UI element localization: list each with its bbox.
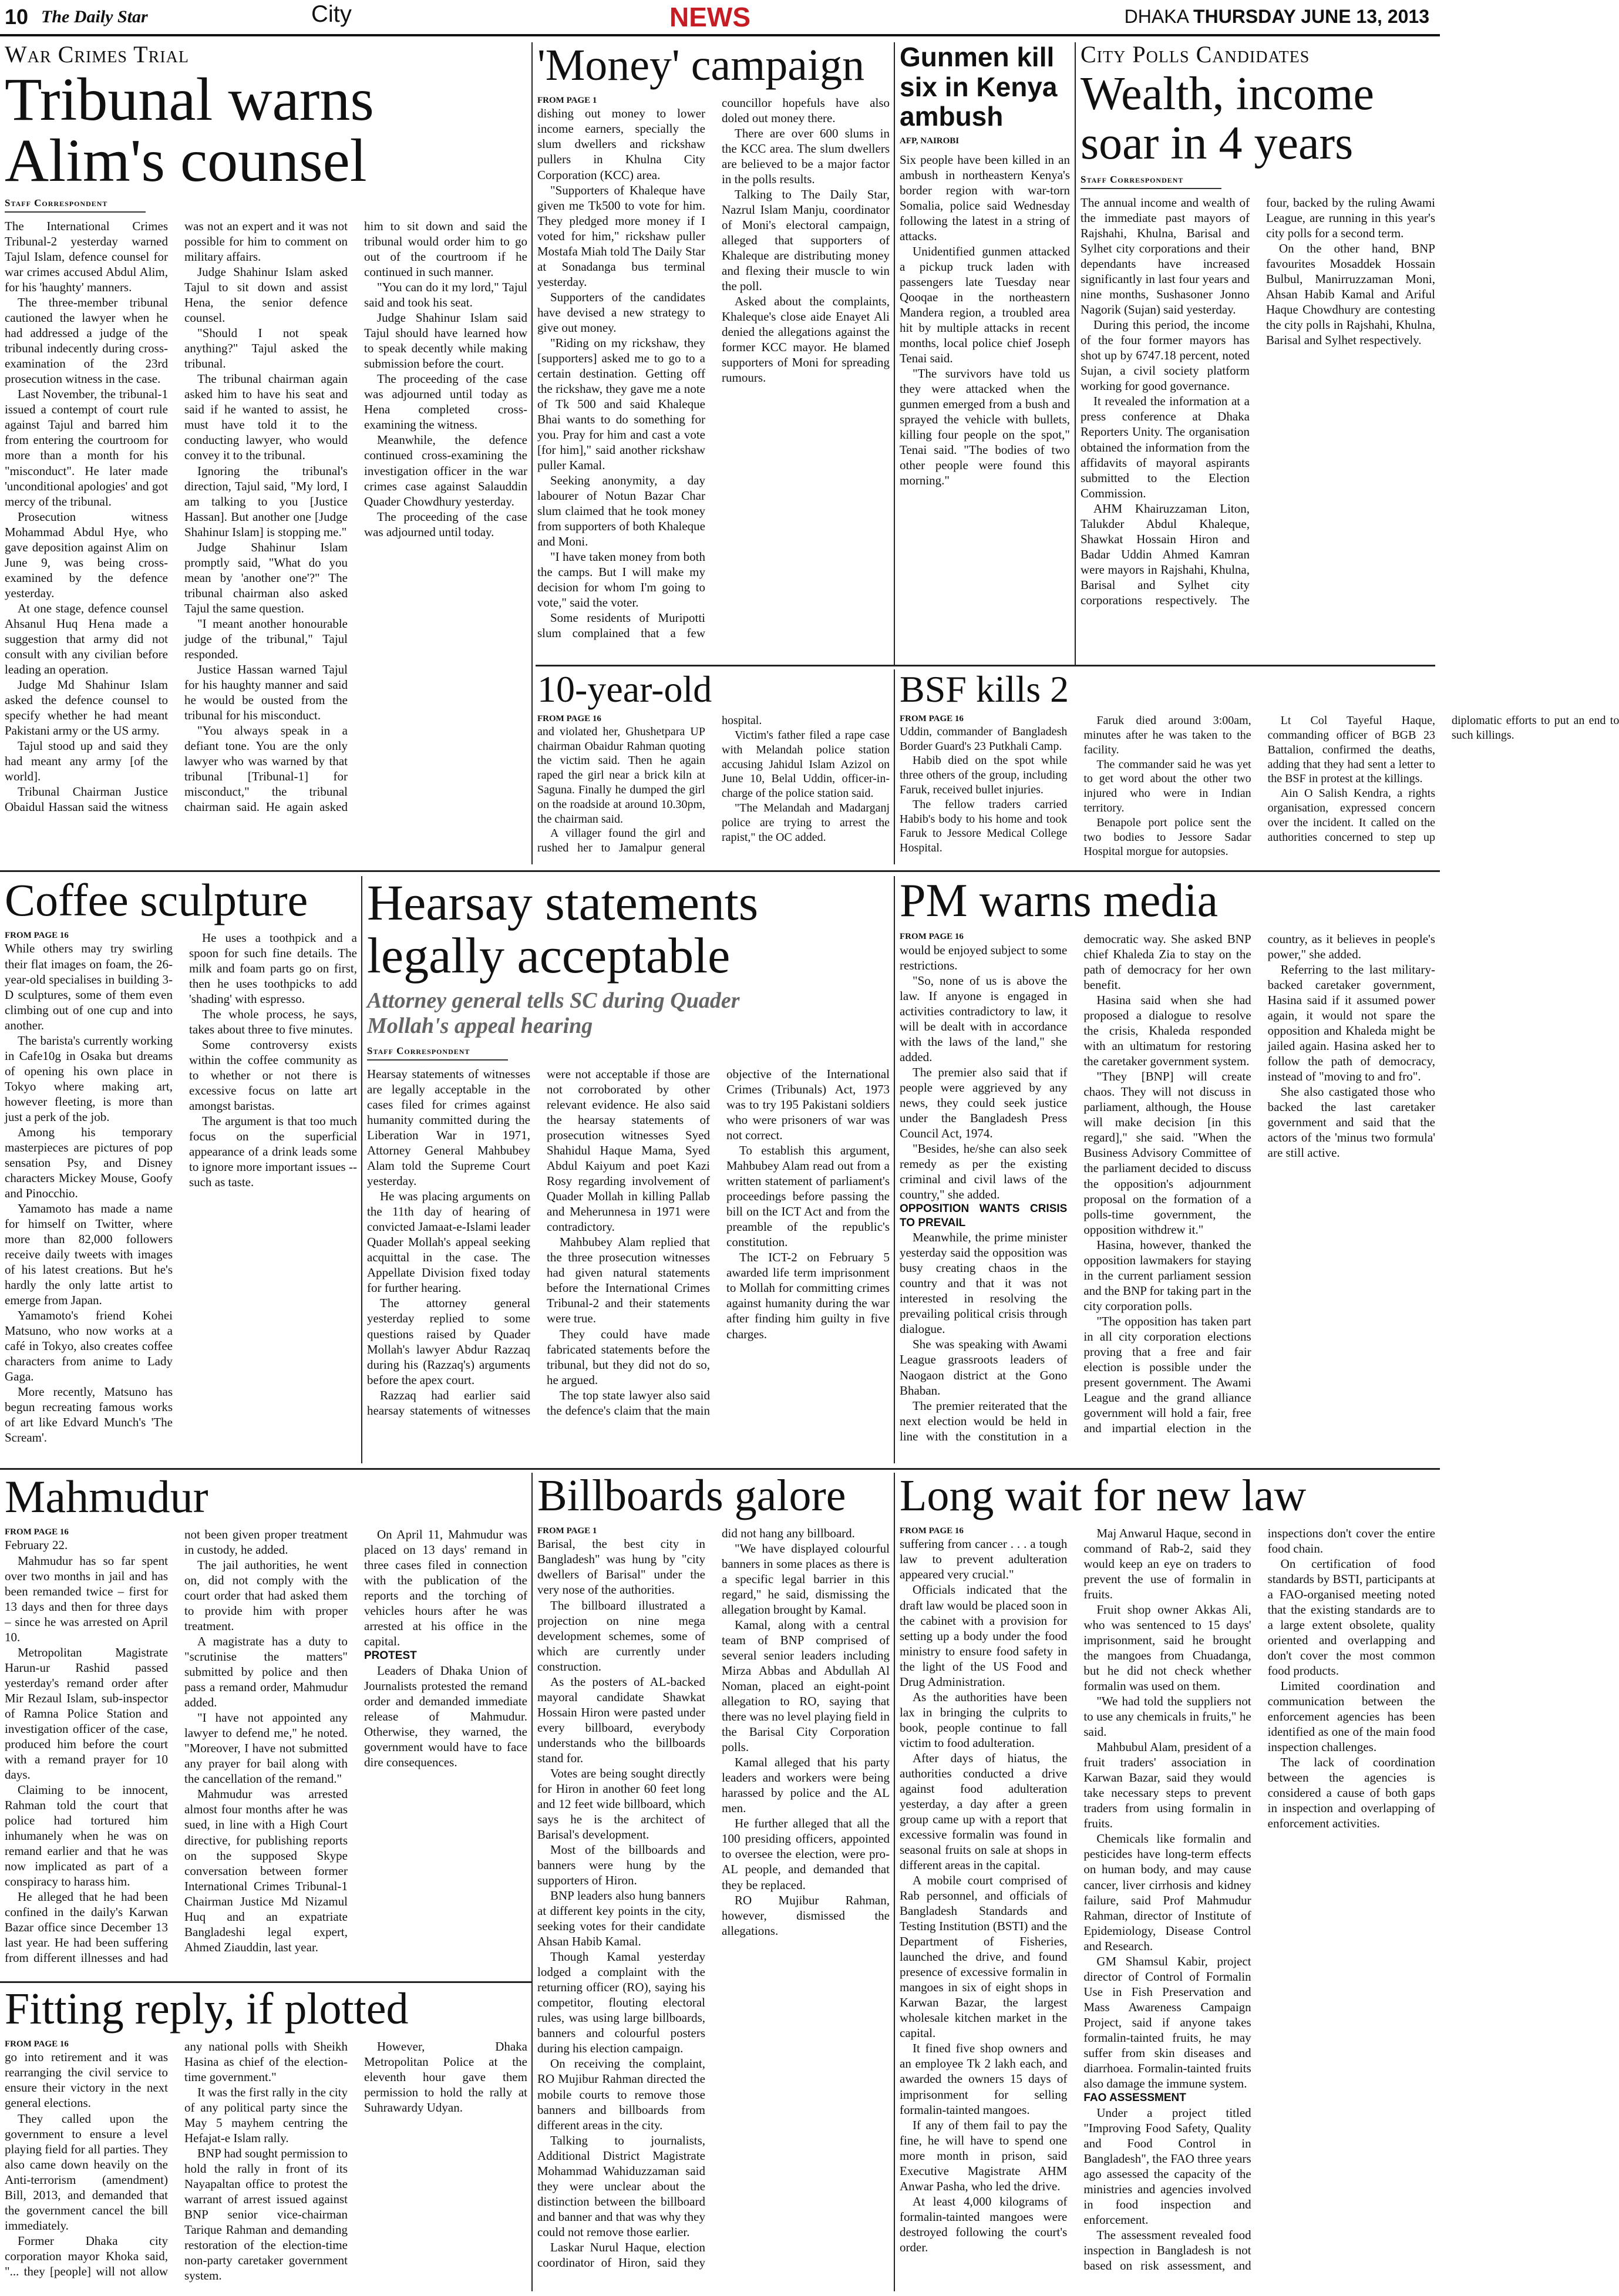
paragraph: Razzaq had earlier said hearsay statements of witnesses were not acceptable if those are not corroborated by other relevant evidence. He also said the hearsay statements of prosecution witnesses Syed Shahidul Haque Mama, Syed Abdul Kaiyum and poet Kazi Rosy regarding involvement of Quader Mollah in killing Pallab and Meherunnesa in 1971 were contradictory. — [367, 1066, 710, 1418]
column-rule — [1075, 42, 1076, 665]
paragraph: Leaders of Dhaka Union of Journalists protested the remand order and demanded immediate release of Mahmudur. Otherwise, they warned, the government would have to face dire consequences. — [364, 1663, 527, 1769]
paragraph: Metropolitan Magistrate Harun-ur Rashid passed yesterday's remand order after Mir Rezaul Islam, sub-inspector of Ramna Police Station and investigation officer of the case, produced him before the court with a remand prayer for 10 days. — [5, 1645, 168, 1782]
paragraph: The attorney general yesterday replied to some questions raised by Quader Mollah's lawyer Abdur Razzaq during his (Razzaq's) arguments before the apex court. — [367, 1296, 530, 1387]
column-rule — [531, 42, 533, 864]
paragraph: As the authorities have been lax in bringing the culprits to book, people continue to fall victim to food adulteration. — [900, 1689, 1068, 1750]
article-body — [5, 218, 527, 829]
jump-from: FROM PAGE 16 — [900, 714, 964, 724]
paragraph: Hearsay statements of witnesses are legally acceptable in the cases filed for crimes against humanity committed during the Liberation War in 1971, Attorney General Mahbubey Alam told the Supreme Court yesterday. — [367, 1066, 530, 1189]
article-byline: Staff Correspondent — [367, 1045, 508, 1061]
paragraph: The assessment revealed food inspection in Bangladesh is not based on risk assessment, and inspections don't cover the entire food chain. — [1083, 1526, 1435, 2273]
section-label: NEWS — [669, 2, 750, 32]
paragraph: Unidentified gunmen attacked a pickup truck laden with passengers late Tuesday near Qooqae in the northeastern Mandera region, a troubled area hit by multiple attacks in recent months, local police chief Joseph Tenai said. — [900, 244, 1070, 366]
paragraph: "Supporters of Khaleque have given me Tk500 to vote for him. They pledged more money if I voted for him," rickshaw puller Mostafa Miah told The Daily Star at Sonadanga bus terminal yesterday. — [537, 183, 705, 289]
paragraph-group — [537, 1526, 890, 2283]
article-ten-year-old — [537, 669, 890, 864]
paragraph: The top state lawyer also said the defence's claim that the main objective of the International Crimes (Tribunals) Act, 1973 was to try 195 Pakistani soldiers who were prisoners of war was not correct. — [547, 1066, 890, 1418]
section-rule — [536, 665, 1435, 666]
article-headline: BSF kills 2 — [900, 668, 1069, 710]
article-headline: Fitting reply, if plotted — [5, 1984, 409, 2034]
paragraph: Kamal alleged that his party leaders and workers were being harassed by police and the AL men. — [722, 1755, 890, 1816]
page-number: 10 — [5, 5, 29, 29]
paragraph: The tribunal chairman again asked him to have his seat and said if he wanted to assist, he must have told it to the conducting lawyer, who would convey it to the tribunal. — [184, 372, 348, 463]
paragraph: Claiming to be innocent, Rahman told the court that police had tortured him inhumanely when he was on remand earlier and that he was now implicated as part of a conspiracy to harass him. — [5, 1782, 168, 1889]
article-headline: PM warns media — [900, 875, 1219, 927]
paragraph: The premier also said that if people were aggrieved by any news, they could seek justice under the Bangladesh Press Council Act, 1974. — [900, 1065, 1068, 1140]
paragraph: He alleged that he had been confined in the daily's Karwan Bazar office since December 13 last year. He had been suffering from different illnesses and had not been given proper treatment in custody, he added. — [5, 1527, 348, 1965]
paragraph: On the other hand, BNP favourites Mosaddek Hossain Bulbul, Manirruzzaman Moni, Ahsan Habib Kamal and Ariful Haque Chowdhury are contesting the city polls in Rajshahi, Khulna, Barisal and Sylhet respectively. — [1266, 241, 1435, 348]
subheading: PROTEST — [364, 1649, 417, 1662]
column-rule — [894, 42, 895, 665]
paragraph: Talking to The Daily Star, Nazrul Islam Manju, coordinator of Moni's electoral campaign, alleged that supporters of Khaleque are distributing money and flexing their muscle to win the poll. — [722, 187, 890, 294]
paragraph: February 22. — [5, 1538, 68, 1553]
paragraph: "We had told the suppliers not to use any chemicals in fruits," he said. — [1083, 1694, 1251, 1739]
article-money-campaign — [537, 42, 890, 665]
paragraph: Some residents of Muripotti slum complained that a few councillor hopefuls have also doled out money there. — [537, 95, 890, 641]
paragraph: While others may try swirling their flat images on foam, the 26-year-old specialises in building 3-D sculptures, some of them even climbing out of one cup and into another. — [5, 941, 173, 1032]
paragraph: Referring to the last military-backed caretaker government, Hasina said if it assumed power again, it would not spare the opposition and Khaleda might be jailed again. Hasina asked her to follow the path of democracy, instead of "moving to and fro". — [1267, 962, 1435, 1084]
paragraph: Mahmudur has so far spent over two months in jail and has been remanded twice – first for 13 days and then for three days – since he was arrested on April 10. — [5, 1553, 168, 1644]
paragraph: The proceeding of the case was adjourned until today. — [364, 509, 527, 539]
article-byline: Staff Correspondent — [1081, 174, 1221, 189]
paragraph: The premier reiterated that the next election would be held in line with the constitution in a democratic way. She asked BNP chief Khaleda Zia to stay on the path of democracy for her own benefit. — [900, 932, 1251, 1443]
paragraph: The ICT-2 on February 5 awarded life term imprisonment to Mollah for committing crimes against humanity during the war after finding him guilty in five charges. — [726, 1250, 890, 1341]
paragraph: A villager found the girl and rushed her to Jamalpur general hospital. — [537, 714, 762, 855]
article-headline: 10-year-old — [537, 668, 712, 710]
article-body — [900, 1526, 1435, 2283]
paragraph: BNP had sought permission to hold the rally in front of its Nayapaltan office to protest the warrant of arrest issued against BNP senior vice-chairman Tarique Rahman and demanding restoration of the election-time non-party caretaker government system. — [184, 2146, 348, 2283]
article-subhead: Attorney general tells SC during Quader Mollah's appeal hearing — [367, 988, 740, 1039]
article-headline: Billboards galore — [537, 1471, 846, 1520]
paragraph: "The survivors have told us they were attacked when the gunmen emerged from a bush and sprayed the vehicle with bullets, killing four people on the spot," Tenai said. "The bodies of two other people were found this morning." — [900, 366, 1070, 488]
article-body — [900, 931, 1435, 1448]
paragraph: Though Kamal yesterday lodged a complaint with the returning officer (RO), saying his competitor, flouting electoral rules, was using large billboards, banners and colourful posters during his election campaign. — [537, 1950, 705, 2056]
paragraph: Supporters of the candidates have devised a new strategy to give out money. — [537, 289, 705, 335]
article-body — [5, 2039, 527, 2285]
paragraph: Officials indicated that the draft law would be placed soon in the cabinet with a provision for setting up a body under the food ministry to ensure food safety in the light of the US Food and Drug Administration. — [900, 1583, 1068, 1689]
article-billboards-galore — [537, 1473, 890, 2291]
paragraph: "Riding on my rickshaw, they [supporters] asked me to go to a certain destination. Getting off the rickshaw, they gave me a note of Tk 500 and said Khaleque Bhai wants to do something for you. Pray for him and cast a vote [for him]," said another rickshaw puller Kamal. — [537, 335, 705, 473]
article-mahmudur — [5, 1473, 527, 1978]
paragraph: On receiving the complaint, RO Mujibur Rahman directed the mobile courts to remove those banners and billboards from different areas in the city. — [537, 2056, 705, 2132]
article-body — [537, 1526, 890, 2283]
paragraph: BNP leaders also hung banners at different key points in the city, seeking votes for their candidate Ahsan Habib Kamal. — [537, 1888, 705, 1949]
paragraph: dishing out money to lower income earners, specially the slum dwellers and rickshaw pullers in Khulna City Corporation (KCC) area. — [537, 106, 705, 182]
paragraph: Some controversy exists within the coffee community as to whether or not there is excessive focus on latte art amongst baristas. — [189, 1038, 357, 1113]
paragraph: Ain O Salish Kendra, a rights organisation, expressed concern over the incident. It called on the authorities concerned to step up diplomatic efforts to put an end to such killings. — [1267, 714, 1619, 844]
paragraph: It was the first rally in the city of any political party since the May 5 mayhem centring the Hefajat-e Islam rally. — [184, 2085, 348, 2145]
paragraph: RO Mujibur Rahman, however, dismissed the allegations. — [722, 1893, 890, 1938]
paragraph: Tribunal Chairman Justice Obaidul Hassan said the witness was not an expert and it was not possible for him to comment on military affairs. — [5, 219, 348, 814]
paragraph: If any of them fail to pay the fine, he will have to spend one more month in prison, said Executive Magistrate AHM Anwar Pasha, who led the drive. — [900, 2117, 1068, 2193]
paragraph: Judge Md Shahinur Islam asked the defence counsel to specify whether he had meant Pakistani army or the US army. — [5, 677, 168, 738]
paragraph: Mahbubey Alam replied that the three prosecution witnesses had given natural statements before the International Crimes Tribunal-2 and their statements were true. — [547, 1235, 710, 1326]
article-kenya-ambush — [900, 42, 1070, 665]
paragraph: Habib died on the spot while three others of the group, including Faruk, received bullet injuries. — [900, 754, 1068, 796]
jump-from: FROM PAGE 16 — [5, 2039, 69, 2049]
paragraph: The jail authorities, he went on, did not comply with the court order that had asked them to provide him with proper treatment. — [184, 1557, 348, 1634]
paragraph: The commander said he was yet to get word about the other two injured who were in Indian territory. — [1083, 758, 1251, 814]
article-headline: Mahmudur — [5, 1471, 208, 1522]
section-rule — [0, 870, 1440, 872]
paragraph: "Should I not speak anything?" Tajul asked the tribunal. — [184, 326, 348, 371]
article-headline: Coffee sculpture — [5, 874, 308, 925]
paragraph: Uddin, commander of Bangladesh Border Guard's 23 Putkhali Camp. — [900, 725, 1068, 753]
paragraph: He uses a toothpick and a spoon for such fine details. The milk and foam parts go on first, then he uses toothpicks to add 'shading' with espresso. — [189, 930, 357, 1006]
paragraph: "The Melandah and Madarganj police are trying to arrest the rapist," the OC added. — [722, 801, 890, 844]
paragraph: Limited coordination and communication between the enforcement agencies has been identified as one of the main food inspection challenges. — [1267, 1679, 1435, 1755]
paragraph: Most of the billboards and banners were hung by the supporters of Hiron. — [537, 1843, 705, 1888]
jump-from: FROM PAGE 1 — [537, 95, 597, 105]
article-kicker: City Polls Candidates — [1081, 41, 1310, 68]
article-body — [5, 1527, 527, 1967]
paragraph-group — [5, 1527, 527, 1967]
paragraph: The proceeding of the case was adjourned until today as Hena completed cross-examining the witness. — [364, 372, 527, 432]
paragraph-group — [5, 930, 357, 1447]
paragraph-group — [537, 95, 890, 647]
paragraph: Asked about the complaints, Khaleque's close aide Enayet Ali denied the allegations against the former KCC mayor. He blamed supporters of Moni for spreading rumours. — [722, 294, 890, 385]
paragraph: "You can do it my lord," Tajul said and took his seat. — [364, 280, 527, 310]
article-bsf-kills — [900, 668, 1619, 864]
article-headline: 'Money' campaign — [537, 41, 865, 90]
article-body — [900, 713, 1619, 860]
article-coffee-sculpture — [5, 876, 357, 1463]
column-rule — [361, 876, 362, 1463]
paragraph: Justice Hassan warned Tajul for his haughty manner and said he would be ousted from the tribunal for his misconduct. — [184, 662, 348, 722]
paragraph: "I have taken money from both the camps. But I will make my decision for whom I'm going to vote," said the voter. — [537, 550, 705, 610]
paragraph: However, Dhaka Metropolitan Police at the eleventh hour gave them permission to hold the rally at Suhrawardy Udyan. — [364, 2039, 527, 2115]
section-rule — [0, 1468, 1440, 1470]
paragraph: During this period, the income of the four former mayors has shot up by 6747.18 percent, noted Sujan, a civil society platform working for good governance. — [1081, 318, 1250, 393]
paragraph-group — [900, 713, 1619, 860]
subheading: OPPOSITION WANTS CRISIS TO PREVAIL — [900, 1203, 1068, 1229]
paragraph: The argument is that too much focus on the superficial appearance of a drink leads some to ignore more important issues -- such as taste. — [189, 1114, 357, 1190]
paragraph: Former Dhaka city corporation mayor Khoka said, "... they [people] will not allow any national polls with Sheikh Hasina as chief of the election-time government." — [5, 2039, 348, 2278]
jump-from: FROM PAGE 1 — [537, 1526, 597, 1536]
paragraph: Votes are being sought directly for Hiron in another 60 feet long and 12 feet wide billboard, which says he is the architect of Barisal's development. — [537, 1766, 705, 1841]
paragraph: At one stage, defence counsel Ahsanul Huq Hena made a suggestion that army did not consult with any civilian before leading an operation. — [5, 601, 168, 676]
issue-date: DHAKA THURSDAY JUNE 13, 2013 — [1124, 6, 1429, 27]
paragraph: On April 11, Mahmudur was placed on 13 days' remand in three cases filed in connection with the publication of the reports and the torching of vehicles hours after he was arrested at his office in the capital. — [364, 1527, 527, 1649]
paragraph: "I meant another honourable judge of the tribunal," Tajul responded. — [184, 616, 348, 661]
article-headline: Tribunal warns Alim's counsel — [5, 66, 374, 194]
paragraph: The whole process, he says, takes about three to five minutes. — [189, 1007, 357, 1037]
paragraph: Last November, the tribunal-1 issued a contempt of court rule against Tajul and barred him from entering the courtroom for more than a month for his "misconduct". He later made 'unconditional apologies' and got mercy of the tribunal. — [5, 387, 168, 509]
paragraph: There are over 600 slums in the KCC area. The slum dwellers are believed to be a major factor in the polls results. — [722, 126, 890, 186]
paragraph: "Besides, he/she can also seek remedy as per the existing criminal and civil laws of the country," she added. — [900, 1142, 1068, 1202]
jump-from: FROM PAGE 16 — [5, 1527, 69, 1537]
paragraph: Prosecution witness Mohammad Abdul Hye, who gave deposition against Alim on June 9, was being cross-examined by the defence yesterday. — [5, 509, 168, 600]
paragraph: Judge Shahinur Islam said Tajul should have learned how to speak decently while making submission before the court. — [364, 311, 527, 371]
paragraph-group — [537, 713, 890, 860]
article-headline: Gunmen kill six in Kenya ambush — [900, 42, 1058, 132]
article-fitting-reply — [5, 1986, 527, 2291]
paragraph: Among his temporary masterpieces are pictures of pop sensation Psy, and Disney characters Mickey Mouse, Goofy and Pinocchio. — [5, 1125, 173, 1200]
paragraph: would be enjoyed subject to some restrictions. — [900, 942, 1068, 972]
paragraph: Under a project titled "Improving Food Safety, Quality and Food Control in Bangladesh", the FAO three years ago assessed the capacity of the ministries and agencies involved in food inspection and enforcement. — [1083, 2105, 1251, 2227]
paper-logo: The Daily Star — [41, 7, 148, 26]
article-wealth-income — [1081, 42, 1435, 665]
paragraph: Mahmudur was arrested almost four months after he was sued, in line with a High Court directive, for publishing reports on the supposed Skype conversation between former International Crimes Tribunal-1 Chairman Justice Md Nizamul Huq and an expatriate Bangladeshi legal expert, Ahmed Ziauddin, last year. — [184, 1787, 348, 1954]
paragraph: To establish this argument, Mahbubey Alam read out from a written statement of parliament's proceedings before passing the bill on the ICT Act and from the preamble of the republic's constitution. — [726, 1143, 890, 1250]
article-byline: Staff Correspondent — [5, 197, 146, 213]
column-rule — [894, 876, 895, 1463]
paragraph: The barista's currently working in Cafe10g in Osaka but dreams of opening his own place in Tokyo where making art, however fleeting, is more than just a perk of the job. — [5, 1033, 173, 1124]
paragraph: He was placing arguments on the 11th day of hearing of convicted Jamaat-e-Islami leader Quader Mollah's appeal seeking acquittal in the case. The Appellate Division fixed today for further hearing. — [367, 1189, 530, 1295]
article-body — [537, 95, 890, 647]
paragraph: "They [BNP] will create chaos. They will not discuss in parliament, although, the House will make decision [in this regard]," she said. "When the Business Advisory Committee of the parliament decided to discuss the opposition's adjournment proposal on the formation of a polls-time government, the opposition withdrew it." — [1083, 1069, 1251, 1237]
paragraph: At least 4,000 kilograms of formalin-tainted mangoes were destroyed following the court's order. — [900, 2194, 1068, 2254]
section-rule — [0, 1981, 531, 1983]
article-tribunal — [5, 42, 527, 864]
paragraph: Mahbubul Alam, president of a fruit traders' association in Karwan Bazar, said they would take necessary steps to prevent traders from using formalin in fruits. — [1083, 1740, 1251, 1831]
paragraph: "You always speak in a defiant tone. You are the only lawyer who was warned by that tribunal [Tribunal-1] for misconduct," the tribunal chairman said. He again asked him to sit down and said the tribunal would order him to go out of the courtroom if he continued in such manner. — [184, 219, 527, 814]
paragraph: Talking to journalists, Additional District Magistrate Mohammad Wahiduzzaman said they were unclear about the distinction between the billboard and banner and that was why they could not remove those earlier. — [537, 2133, 705, 2239]
paragraph: Laskar Nurul Haque, election coordinator of Hiron, said they did not hang any billboard. — [537, 1526, 855, 2270]
paragraph: Faruk died around 3:00am, minutes after he was taken to the facility. — [1083, 714, 1251, 756]
jump-from: FROM PAGE 16 — [5, 930, 69, 940]
jump-from: FROM PAGE 16 — [900, 1526, 964, 1536]
paragraph: He further alleged that all the 100 presiding officers, appointed to oversee the election, were pro-AL people, and demanded that they be replaced. — [722, 1816, 890, 1892]
paragraph: Meanwhile, the prime minister yesterday said the opposition was busy creating chaos in the country and that it was not interested in resolving the prevailing political crisis through dialogue. — [900, 1230, 1068, 1336]
article-body — [5, 930, 357, 1447]
paragraph: Chemicals like formalin and pesticides have long-term effects on human body, and may cause cancer, liver cirrhosis and kidney failure, said Prof Mahmudur Rahman, director of Institute of Epidemiology, Disease Control and Research. — [1083, 1832, 1251, 1953]
paragraph: "I have not appointed any lawyer to defend me," he noted. "Moreover, I have not submitted any prayer for bail along with the cancellation of the remand." — [184, 1711, 348, 1786]
paragraph: "We have displayed colourful banners in some places as there is a specific legal barrier in this regard," he said, dismissing the allegation brought by Kamal. — [722, 1541, 890, 1617]
paragraph: Judge Shahinur Islam promptly said, "What do you mean by 'another one'?" The tribunal chairman also asked Tajul the same question. — [184, 540, 348, 615]
article-kicker: War Crimes Trial — [5, 41, 189, 68]
paragraph: It revealed the information at a press conference at Dhaka Reporters Unity. The organisation obtained the information from the affidavits of mayoral aspirants submitted to the Election Commission. — [1081, 394, 1250, 500]
paragraph: Hasina, however, thanked the opposition lawmakers for staying in the current parliament session and the BNP for taking part in the city corporation polls. — [1083, 1237, 1251, 1313]
paragraph: go into retirement and it was rearranging the civil service to ensure their victory in the next general elections. — [5, 2050, 168, 2110]
paragraph: and violated her, Ghushetpara UP chairman Obaidur Rahman quoting the victim said. Then he again raped the girl near a brick kiln at Saguna. Finally he dumped the girl on the roadside at around 10.30pm, the chairman said. — [537, 725, 705, 826]
article-headline: Long wait for new law — [900, 1471, 1307, 1520]
paragraph: Benapole port police sent the two bodies to Jessore Sadar Hospital morgue for autopsies. — [1083, 816, 1251, 859]
paragraph: A mobile court comprised of Rab personnel, and officials of Bangladesh Standards and Testing Institution (BSTI) and the Department of Fisheries, launched the drive, and found presence of excessive formalin in mangoes in six of eight shops in Karwan Bazar, the largest wholesale kitchen market in the capital. — [900, 1873, 1068, 2041]
paragraph: Yamamoto has made a name for himself on Twitter, where more than 82,000 followers receive daily tweets with images of his latest creations. But he's hardly the only latte artist to emerge from Japan. — [5, 1201, 173, 1308]
paragraph: Six people have been killed in an ambush in northeastern Kenya's border region with war-torn Somalia, police said Wednesday following the latest in a string of attacks. — [900, 152, 1070, 243]
paragraph: "So, none of us is above the law. If anyone is engaged in activities contradictory to law, it will be dealt with in accordance with the laws of the land," she added. — [900, 973, 1068, 1064]
paragraph: Ignoring the tribunal's direction, Tajul said, "My lord, I am talking to you [Justice Hassan]. But another one [Judge Shahinur Islam] is stopping me." — [184, 463, 348, 539]
paragraph: Lt Col Tayeful Haque, commanding officer of BGB 23 Battalion, confirmed the deaths, adding that they had sent a letter to the BSF in protest at the killings. — [1267, 714, 1435, 786]
article-long-wait — [900, 1473, 1435, 2291]
paragraph: Meanwhile, the defence continued cross-examining the investigation officer in the war crimes case against Salauddin Quader Chowdhury yesterday. — [364, 433, 527, 509]
article-headline: Hearsay statements legally acceptable — [367, 874, 759, 984]
dateline: AFP, NAIROBI — [900, 136, 960, 146]
article-hearsay-statements — [367, 876, 890, 1463]
article-body — [1081, 195, 1435, 618]
paragraph: As the posters of AL-backed mayoral candidate Shawkat Hossain Hiron were pasted under every billboard, everybody understands who the billboards stand for. — [537, 1674, 705, 1765]
paragraph: AHM Khairuzzaman Liton, Talukder Abdul Khaleque, Shawkat Hossain Hiron and Badar Uddin Ahmed Kamran were mayors in Rajshahi, Khulna, Barisal and Sylhet city corporations respectively. The four, backed by the ruling Awami League, are running in this year's city polls for a second term. — [1081, 196, 1435, 607]
paragraph: A magistrate has a duty to "scrutinise the matters" submitted by police and then pass a remand order, Mahmudur added. — [184, 1634, 348, 1710]
paragraph: Yamamoto's friend Kohei Matsuno, who now works at a café in Tokyo, also creates coffee characters from anime to Lady Gaga. — [5, 1308, 173, 1384]
paragraph: More recently, Matsuno has begun recreating famous works of art like Edvard Munch's 'The Scream'. — [5, 1385, 173, 1445]
paragraph: Hasina said when she had proposed a dialogue to resolve the crisis, Khaleda responded with an ultimatum for restoring the caretaker government system. — [1083, 993, 1251, 1069]
paragraph: The International Crimes Tribunal-2 yesterday warned Tajul Islam, defence counsel for war crimes accused Abdul Alim, for his 'haughty' manners. — [5, 219, 168, 295]
paragraph: GM Shamsul Kabir, project director of Control of Formalin Use in Fish Preservation and Mass Awareness Campaign Project, said if anyone takes formalin-tainted fruits, he may suffer from skin diseases and diarrhoea. Formalin-tainted fruits also damage the immune system. — [1083, 1954, 1251, 2090]
article-body — [367, 1066, 890, 1430]
paragraph: The three-member tribunal cautioned the lawyer when he had addressed a judge of the tribunal indecently during cross-examination of the 23rd prosecution witness in the case. — [5, 295, 168, 386]
jump-from: FROM PAGE 16 — [900, 932, 964, 941]
paragraph: Seeking anonymity, a day labourer of Notun Bazar Char slum claimed that he took money from supporters of both Khaleque and Moni. — [537, 473, 705, 549]
paragraph: It fined five shop owners and an employee Tk 2 lakh each, and awarded the owners 15 days of imprisonment for selling formalin-tainted mangoes. — [900, 2041, 1068, 2117]
paragraph: suffering from cancer . . . a tough law to prevent adulteration appeared very crucial." — [900, 1537, 1068, 1582]
subheading: FAO ASSESSMENT — [1083, 2091, 1186, 2104]
paragraph: On certification of food standards by BSTI, participants at a FAO-organised meeting noted that the existing standards are to a large extent obsolete, quality oriented and overlapping and don't cover the most common food products. — [1267, 1556, 1435, 1678]
paragraph: She was speaking with Awami League grassroots leaders of Naogaon district at the Gono Bhaban. — [900, 1337, 1068, 1398]
jump-from: FROM PAGE 16 — [537, 714, 601, 724]
paragraph: Judge Shahinur Islam asked Tajul to sit down and assist Hena, the senior defence counsel. — [184, 265, 348, 325]
paragraph: Barisal, the best city in Bangladesh" was hung by "city dwellers of Barisal" under the very nose of the authorities. — [537, 1537, 705, 1597]
paragraph: The fellow traders carried Habib's body to his home and took Faruk to Jessore Medical College Hospital. — [900, 797, 1068, 855]
paragraph: After days of hiatus, the authorities conducted a drive against food adulteration yesterday, a day after a green group came up with a report that excessive formalin was found in seasonal fruits on sale at shops in different areas in the capital. — [900, 1750, 1068, 1873]
masthead — [0, 0, 1440, 36]
paragraph-group — [900, 931, 1435, 1448]
paragraph-group — [5, 2039, 527, 2285]
paragraph: The annual income and wealth of the immediate past mayors of Rajshahi, Khulna, Barisal and Sylhet city corporations and their dependants have increased significantly in last four years and nine months, Sushasoner Jonno Nagorik (Sujan) said yesterday. — [1081, 196, 1250, 317]
column-rule — [531, 1473, 533, 2291]
paragraph: Kamal, along with a central team of BNP comprised of several senior leaders including Mirza Abbas and Abdullah Al Noman, placed an eight-point allegation to RO, saying that there was no level playing field in the Barisal City Corporation polls. — [722, 1617, 890, 1755]
article-body — [900, 152, 1070, 669]
paragraph: The lack of coordination between the agencies is considered a cause of both gaps in inspection and overlapping of enforcement activities. — [1267, 1755, 1435, 1831]
paragraph: Fruit shop owner Akkas Ali, who was sentenced to 15 days' imprisonment, said he brought the mangoes from Chuadanga, but he did not check whether formalin was used on them. — [1083, 1602, 1251, 1694]
paragraph: They called upon the government to ensure a level playing field for all parties. They also came down heavily on the Anti-terrorism (amendment) Bill, 2013, and demanded that the government cancel the bill immediately. — [5, 2111, 168, 2233]
column-rule — [894, 1473, 895, 2291]
article-pm-warns-media — [900, 876, 1435, 1463]
paragraph: She also castigated those who backed the last caretaker government and said that the actors of the 'minus two formula' are still active. — [1267, 1085, 1435, 1160]
paragraph: Victim's father filed a rape case with Melandah police station accusing Jahidul Islam Azizol on June 10, Belal Uddin, officer-in-charge of the police station said. — [722, 728, 890, 800]
paragraph: Tajul stood up and said they had meant any army [of the world]. — [5, 739, 168, 784]
paragraph: The billboard illustrated a projection on nine mega development schemes, some of which are currently under construction. — [537, 1598, 705, 1674]
section-name: City — [311, 1, 352, 27]
article-body — [537, 713, 890, 860]
article-headline: Wealth, income soar in 4 years — [1081, 68, 1375, 169]
column-rule — [894, 669, 895, 864]
paragraph: Maj Anwarul Haque, second in command of Rab-2, said they would keep an eye on traders to prevent the use of formalin in fruits. — [1083, 1526, 1251, 1601]
paragraph-group — [900, 1526, 1435, 2283]
paragraph: "The opposition has taken part in all city corporation elections proving that a free and fair election is possible under the present government. The Awami League and the grand alliance government will hold a fair, free and impartial election in the country, as it believes in people's power," she added. — [1083, 932, 1435, 1435]
paragraph: They could have made fabricated statements before the tribunal, but they did not do so, he argued. — [547, 1327, 710, 1387]
